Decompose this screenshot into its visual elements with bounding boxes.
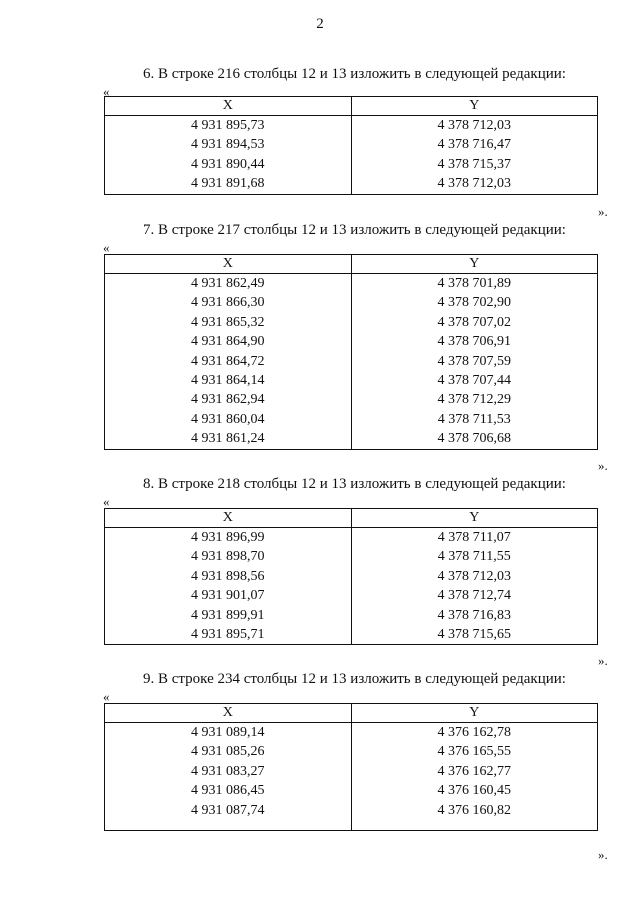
- x-cell: 4 931 898,70: [105, 547, 352, 566]
- y-cell: 4 378 712,29: [351, 390, 598, 409]
- y-cell: 4 378 711,07: [351, 528, 598, 548]
- close-quote: ».: [598, 847, 608, 862]
- x-cell: 4 931 890,44: [105, 155, 352, 174]
- open-quote: «: [103, 689, 110, 704]
- page-number: 2: [316, 16, 324, 32]
- y-cell: 4 378 712,03: [351, 116, 598, 136]
- column-header-x: X: [105, 255, 352, 274]
- y-cell: 4 378 715,37: [351, 155, 598, 174]
- x-cell: 4 931 083,27: [105, 762, 352, 781]
- column-header-y: Y: [351, 97, 598, 116]
- x-cell: 4 931 861,24: [105, 429, 352, 449]
- table-row: [105, 742, 598, 761]
- table-row: [105, 293, 598, 312]
- table-row: [105, 135, 598, 154]
- table-row: [105, 390, 598, 409]
- x-cell: 4 931 864,14: [105, 371, 352, 390]
- table-row: [105, 723, 598, 743]
- close-quote: ».: [598, 458, 608, 473]
- y-cell: 4 378 707,44: [351, 371, 598, 390]
- column-header-x: X: [105, 704, 352, 723]
- table-row: [105, 429, 598, 449]
- table-header-row: [105, 704, 598, 723]
- table-row: [105, 781, 598, 800]
- x-cell: 4 931 895,71: [105, 625, 352, 645]
- close-quote: ».: [598, 653, 608, 668]
- y-cell: 4 378 706,91: [351, 332, 598, 351]
- y-cell: 4 378 707,59: [351, 352, 598, 371]
- x-cell: 4 931 896,99: [105, 528, 352, 548]
- table-row: [105, 801, 598, 820]
- table-row: [105, 528, 598, 548]
- coordinates-table: [104, 508, 598, 645]
- y-cell: 4 378 702,90: [351, 293, 598, 312]
- table-row: [105, 155, 598, 174]
- x-cell: 4 931 089,14: [105, 723, 352, 743]
- y-cell: 4 378 701,89: [351, 274, 598, 294]
- open-quote: «: [103, 240, 110, 255]
- x-cell: 4 931 860,04: [105, 410, 352, 429]
- x-cell: 4 931 895,73: [105, 116, 352, 136]
- table-header-row: [105, 255, 598, 274]
- section-heading: 7. В строке 217 столбцы 12 и 13 изложить в следующей редакции:: [143, 222, 566, 238]
- table-row: [105, 762, 598, 781]
- y-cell: 4 376 165,55: [351, 742, 598, 761]
- y-cell: 4 378 706,68: [351, 429, 598, 449]
- column-header-y: Y: [351, 509, 598, 528]
- y-cell: 4 376 160,82: [351, 801, 598, 820]
- table-row: [105, 352, 598, 371]
- table-header-row: [105, 509, 598, 528]
- close-quote: ».: [598, 204, 608, 219]
- x-cell: 4 931 866,30: [105, 293, 352, 312]
- y-cell: 4 378 712,74: [351, 586, 598, 605]
- table-row: [105, 547, 598, 566]
- y-cell: 4 378 716,47: [351, 135, 598, 154]
- coordinates-table: [104, 703, 598, 831]
- x-cell: 4 931 087,74: [105, 801, 352, 820]
- x-cell: 4 931 085,26: [105, 742, 352, 761]
- x-cell: 4 931 899,91: [105, 606, 352, 625]
- y-cell: 4 378 712,03: [351, 174, 598, 194]
- x-cell: 4 931 086,45: [105, 781, 352, 800]
- column-header-y: Y: [351, 255, 598, 274]
- y-cell: 4 378 711,55: [351, 547, 598, 566]
- column-header-x: X: [105, 509, 352, 528]
- y-cell: 4 376 160,45: [351, 781, 598, 800]
- x-cell: 4 931 891,68: [105, 174, 352, 194]
- table-row: [105, 313, 598, 332]
- y-cell: 4 378 711,53: [351, 410, 598, 429]
- coordinates-table: [104, 96, 598, 195]
- x-cell: 4 931 862,94: [105, 390, 352, 409]
- section-heading: 6. В строке 216 столбцы 12 и 13 изложить в следующей редакции:: [143, 66, 566, 82]
- x-cell: 4 931 894,53: [105, 135, 352, 154]
- table-row: [105, 586, 598, 605]
- y-cell: 4 378 715,65: [351, 625, 598, 645]
- column-header-y: Y: [351, 704, 598, 723]
- open-quote: «: [103, 84, 110, 99]
- table-blank-row: [105, 820, 598, 831]
- x-cell: 4 931 898,56: [105, 567, 352, 586]
- open-quote: «: [103, 494, 110, 509]
- section-heading: 8. В строке 218 столбцы 12 и 13 изложить в следующей редакции:: [143, 476, 566, 492]
- x-cell: 4 931 862,49: [105, 274, 352, 294]
- y-cell: 4 378 716,83: [351, 606, 598, 625]
- y-cell: 4 376 162,77: [351, 762, 598, 781]
- y-cell: 4 376 162,78: [351, 723, 598, 743]
- table-row: [105, 567, 598, 586]
- table-row: [105, 625, 598, 645]
- coordinates-table: [104, 254, 598, 450]
- table-row: [105, 116, 598, 136]
- y-cell: 4 378 707,02: [351, 313, 598, 332]
- x-cell: 4 931 901,07: [105, 586, 352, 605]
- table-row: [105, 174, 598, 194]
- x-cell: 4 931 864,72: [105, 352, 352, 371]
- table-row: [105, 606, 598, 625]
- table-header-row: [105, 97, 598, 116]
- column-header-x: X: [105, 97, 352, 116]
- table-row: [105, 410, 598, 429]
- table-row: [105, 274, 598, 294]
- x-cell: 4 931 865,32: [105, 313, 352, 332]
- table-row: [105, 332, 598, 351]
- y-cell: 4 378 712,03: [351, 567, 598, 586]
- table-row: [105, 371, 598, 390]
- x-cell: 4 931 864,90: [105, 332, 352, 351]
- section-heading: 9. В строке 234 столбцы 12 и 13 изложить в следующей редакции:: [143, 671, 566, 687]
